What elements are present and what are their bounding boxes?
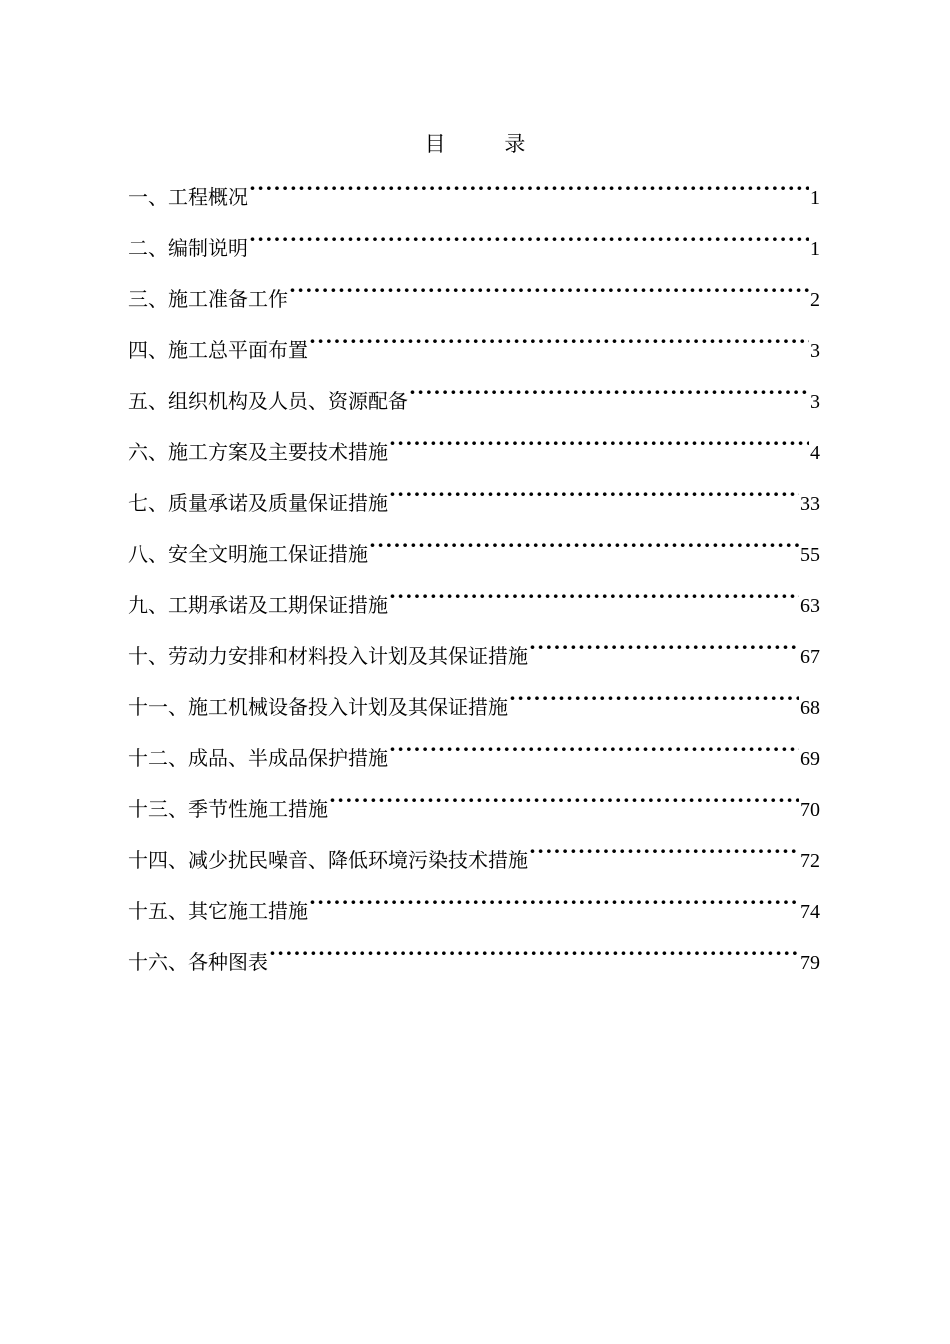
toc-entry-page: 79 xyxy=(800,952,820,974)
toc-entry-label: 八、安全文明施工保证措施 xyxy=(128,542,368,566)
toc-entry[interactable] xyxy=(128,325,820,376)
toc-entry-label: 四、施工总平面布置 xyxy=(128,338,308,362)
toc-dot-leader xyxy=(249,172,809,204)
toc-entry[interactable] xyxy=(128,631,820,682)
toc-entry-label: 六、施工方案及主要技术措施 xyxy=(128,440,388,464)
toc-entry-page: 68 xyxy=(800,697,820,719)
toc-entry-label: 十六、各种图表 xyxy=(128,950,268,974)
toc-entry-page: 69 xyxy=(800,748,820,770)
toc-entry[interactable] xyxy=(128,835,820,886)
toc-entry-label: 十五、其它施工措施 xyxy=(128,899,308,923)
toc-list xyxy=(128,172,820,988)
toc-dot-leader xyxy=(509,682,799,714)
toc-entry-page: 74 xyxy=(800,901,820,923)
toc-entry[interactable] xyxy=(128,682,820,733)
toc-entry-page: 4 xyxy=(810,442,820,464)
toc-entry-label: 七、质量承诺及质量保证措施 xyxy=(128,491,388,515)
toc-dot-leader xyxy=(389,478,799,510)
toc-entry-label: 十一、施工机械设备投入计划及其保证措施 xyxy=(128,695,508,719)
toc-entry-page: 3 xyxy=(810,340,820,362)
toc-entry[interactable] xyxy=(128,223,820,274)
toc-entry[interactable] xyxy=(128,733,820,784)
toc-entry-label: 一、工程概况 xyxy=(128,185,248,209)
toc-dot-leader xyxy=(529,631,799,663)
toc-dot-leader xyxy=(249,223,809,255)
toc-entry[interactable] xyxy=(128,529,820,580)
toc-dot-leader xyxy=(269,937,799,969)
toc-entry[interactable] xyxy=(128,937,820,988)
toc-dot-leader xyxy=(389,733,799,765)
toc-entry[interactable] xyxy=(128,274,820,325)
toc-entry[interactable] xyxy=(128,172,820,223)
toc-entry-page: 70 xyxy=(800,799,820,821)
toc-dot-leader xyxy=(369,529,799,561)
toc-entry-label: 十三、季节性施工措施 xyxy=(128,797,328,821)
toc-entry[interactable] xyxy=(128,580,820,631)
toc-title: 目 录 xyxy=(424,132,552,156)
toc-entry-page: 2 xyxy=(810,289,820,311)
toc-dot-leader xyxy=(529,835,799,867)
toc-entry-label: 五、组织机构及人员、资源配备 xyxy=(128,389,408,413)
toc-entry-page: 3 xyxy=(810,391,820,413)
toc-dot-leader xyxy=(309,886,799,918)
toc-entry[interactable] xyxy=(128,784,820,835)
toc-entry-page: 55 xyxy=(800,544,820,566)
toc-entry-page: 67 xyxy=(800,646,820,668)
toc-dot-leader xyxy=(389,580,799,612)
toc-entry-label: 二、编制说明 xyxy=(128,236,248,260)
toc-entry-label: 九、工期承诺及工期保证措施 xyxy=(128,593,388,617)
toc-dot-leader xyxy=(389,427,809,459)
toc-entry-page: 63 xyxy=(800,595,820,617)
toc-dot-leader xyxy=(289,274,809,306)
toc-entry[interactable] xyxy=(128,376,820,427)
toc-entry[interactable] xyxy=(128,427,820,478)
toc-entry-label: 十、劳动力安排和材料投入计划及其保证措施 xyxy=(128,644,528,668)
toc-dot-leader xyxy=(409,376,809,408)
toc-entry-label: 十二、成品、半成品保护措施 xyxy=(128,746,388,770)
toc-entry-page: 1 xyxy=(810,187,820,209)
toc-entry-label: 三、施工准备工作 xyxy=(128,287,288,311)
toc-dot-leader xyxy=(329,784,799,816)
toc-entry-page: 33 xyxy=(800,493,820,515)
toc-entry-page: 72 xyxy=(800,850,820,872)
toc-entry-page: 1 xyxy=(810,238,820,260)
toc-entry[interactable] xyxy=(128,886,820,937)
toc-entry[interactable] xyxy=(128,478,820,529)
toc-entry-label: 十四、减少扰民噪音、降低环境污染技术措施 xyxy=(128,848,528,872)
toc-dot-leader xyxy=(309,325,809,357)
